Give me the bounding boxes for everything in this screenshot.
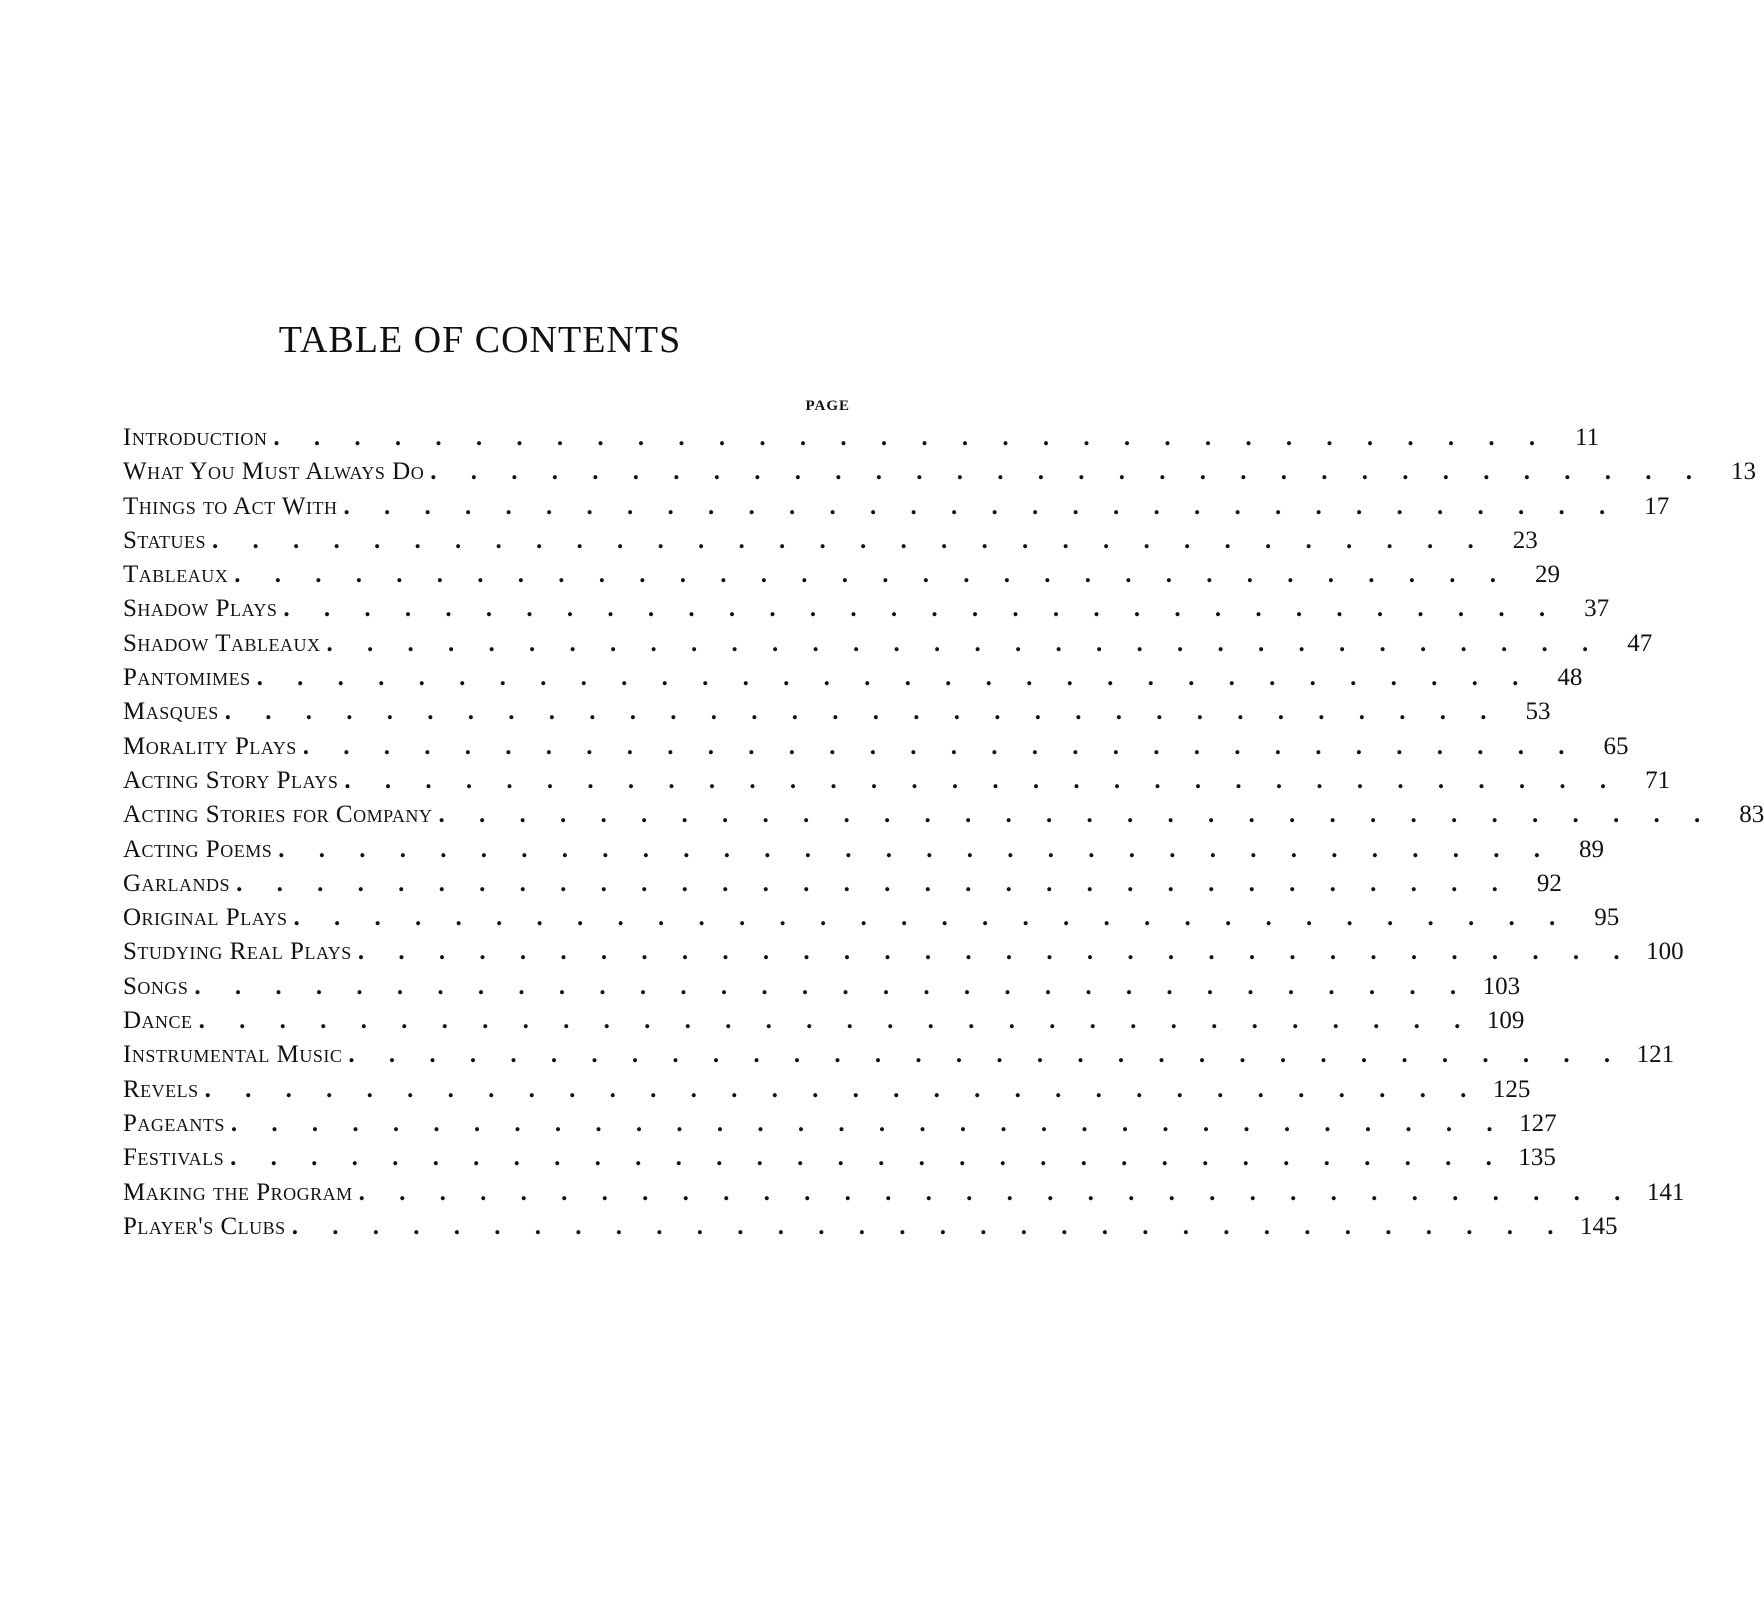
toc-entry-title: Shadow Tableaux bbox=[123, 629, 321, 657]
toc-entry-title: Player's Clubs bbox=[123, 1212, 286, 1240]
toc-entry-page-number: 141 bbox=[1646, 1178, 1685, 1206]
toc-entry bbox=[123, 1041, 1675, 1075]
page-column-label: PAGE bbox=[805, 398, 850, 414]
toc-entry bbox=[123, 595, 1610, 629]
toc-entry-page-number: 145 bbox=[1579, 1212, 1618, 1240]
dot-leader: . . . . . . . . . . . . . . . . . . . . . . . . . . . . . . . . bbox=[273, 424, 1550, 451]
dot-leader: . . . . . . . . . . . . . . . . . . . . . . . . . . . . . . . . bbox=[293, 904, 1570, 932]
dot-leader: . . . . . . . . . . . . . . . . . . . . . . . . . . . . . . . . bbox=[224, 698, 1501, 726]
dot-leader: . . . . . . . . . . . . . . . . . . . . . . . . . . . . . . . . bbox=[204, 1075, 1481, 1103]
toc-entry-page-number: 83 bbox=[1739, 801, 1764, 829]
toc-entry bbox=[123, 1178, 1685, 1213]
toc-entry bbox=[123, 1109, 1557, 1144]
toc-entry-page-number: 100 bbox=[1646, 938, 1684, 966]
toc-entry bbox=[123, 835, 1604, 870]
page-title: TABLE OF CONTENTS bbox=[278, 319, 682, 361]
toc-entry bbox=[123, 561, 1561, 595]
toc-entry bbox=[123, 869, 1562, 904]
dot-leader: . . . . . . . . . . . . . . . . . . . . . . . . . . . . . . . . bbox=[194, 972, 1471, 1000]
toc-entry-page-number: 103 bbox=[1482, 972, 1521, 1000]
toc-entry-page-number: 65 bbox=[1603, 732, 1629, 760]
dot-leader: . . . . . . . . . . . . . . . . . . . . . . . . . . . . . . . . bbox=[234, 561, 1511, 589]
toc-entry bbox=[123, 1007, 1525, 1041]
dot-leader: . . . . . . . . . . . . . . . . . . . . . . . . . . . . . . . . bbox=[348, 1041, 1625, 1069]
toc-entry-page-number: 53 bbox=[1525, 698, 1551, 726]
toc-entry-title: Morality Plays bbox=[123, 732, 297, 760]
toc-entry-title: Studying Real Plays bbox=[123, 938, 352, 966]
toc-entry-page-number: 89 bbox=[1578, 835, 1604, 863]
toc-entry-page-number: 47 bbox=[1627, 629, 1653, 657]
toc-entry-title: Acting Poems bbox=[123, 835, 273, 863]
toc-entry-title: Instrumental Music bbox=[123, 1041, 343, 1069]
toc-entry-title: Dance bbox=[123, 1007, 193, 1035]
toc-entry bbox=[123, 1144, 1556, 1178]
toc-entry bbox=[123, 904, 1620, 938]
toc-entry-title: Making the Program bbox=[123, 1178, 353, 1206]
dot-leader: . . . . . . . . . . . . . . . . . . . . . . . . . . . . . . . . bbox=[357, 938, 1634, 966]
toc-entry bbox=[123, 458, 1756, 492]
toc-entry-page-number: 127 bbox=[1519, 1109, 1557, 1137]
toc-list bbox=[123, 424, 1764, 1247]
toc-entry bbox=[123, 424, 1600, 458]
toc-entry bbox=[123, 664, 1583, 698]
toc-entry bbox=[123, 526, 1538, 561]
toc-entry bbox=[123, 732, 1629, 767]
toc-entry-title: Shadow Plays bbox=[123, 595, 278, 623]
toc-entry bbox=[123, 972, 1521, 1007]
dot-leader: . . . . . . . . . . . . . . . . . . . . . . . . . . . . . . . . bbox=[326, 629, 1603, 657]
toc-entry bbox=[123, 766, 1671, 801]
toc-entry-page-number: 71 bbox=[1645, 766, 1671, 794]
toc-entry-title: Songs bbox=[123, 972, 189, 1000]
dot-leader: . . . . . . . . . . . . . . . . . . . . . . . . . . . . . . . . bbox=[278, 835, 1554, 863]
toc-entry-page-number: 48 bbox=[1557, 664, 1583, 692]
toc-entry-title: Pageants bbox=[123, 1109, 225, 1137]
toc-entry-title: Tableaux bbox=[123, 561, 229, 589]
toc-entry-page-number: 125 bbox=[1492, 1075, 1531, 1103]
dot-leader: . . . . . . . . . . . . . . . . . . . . . . . . . . . . . . . . bbox=[211, 526, 1488, 554]
toc-entry bbox=[123, 938, 1684, 972]
toc-entry-title: Statues bbox=[123, 526, 206, 554]
dot-leader: . . . . . . . . . . . . . . . . . . . . . . . . . . . . . . . . bbox=[256, 664, 1533, 692]
dot-leader: . . . . . . . . . . . . . . . . . . . . . . . . . . . . . . . . bbox=[358, 1178, 1635, 1206]
dot-leader: . . . . . . . . . . . . . . . . . . . . . . . . . . . . . . . . bbox=[343, 492, 1620, 520]
toc-entry-page-number: 17 bbox=[1644, 492, 1670, 520]
toc-entry bbox=[123, 492, 1670, 527]
toc-entry-title: Revels bbox=[123, 1075, 199, 1103]
dot-leader: . . . . . . . . . . . . . . . . . . . . . . . . . . . . . . . . bbox=[344, 766, 1621, 794]
dot-leader: . . . . . . . . . . . . . . . . . . . . . . . . . . . . . . . . bbox=[230, 1109, 1507, 1137]
toc-entry-title: Acting Story Plays bbox=[123, 766, 339, 794]
toc-entry-title: Masques bbox=[123, 698, 219, 726]
toc-entry-page-number: 29 bbox=[1535, 561, 1561, 589]
toc-entry-title: Garlands bbox=[123, 869, 231, 897]
toc-entry-title: Original Plays bbox=[123, 904, 288, 932]
toc-entry bbox=[123, 698, 1551, 732]
toc-entry bbox=[123, 1212, 1618, 1247]
toc-entry-title: Acting Stories for Company bbox=[123, 801, 433, 829]
toc-entry-page-number: 23 bbox=[1512, 526, 1538, 554]
dot-leader: . . . . . . . . . . . . . . . . . . . . . . . . . . . . . . . . bbox=[283, 595, 1560, 623]
toc-entry bbox=[123, 1075, 1531, 1110]
toc-entry-page-number: 92 bbox=[1536, 869, 1562, 897]
toc-entry-page-number: 11 bbox=[1575, 424, 1600, 451]
dot-leader: . . . . . . . . . . . . . . . . . . . . . . . . . . . . . . . . bbox=[198, 1007, 1475, 1035]
toc-entry-page-number: 13 bbox=[1730, 458, 1756, 486]
toc-entry-page-number: 37 bbox=[1584, 595, 1610, 623]
toc-entry-page-number: 121 bbox=[1636, 1041, 1675, 1069]
toc-entry-page-number: 95 bbox=[1594, 904, 1620, 932]
toc-entry-title: Introduction bbox=[123, 424, 268, 451]
dot-leader: . . . . . . . . . . . . . . . . . . . . . . . . . . . . . . . . bbox=[230, 1144, 1506, 1172]
dot-leader: . . . . . . . . . . . . . . . . . . . . . . . . . . . . . . . . bbox=[430, 458, 1706, 486]
toc-entry-page-number: 109 bbox=[1486, 1007, 1525, 1035]
dot-leader: . . . . . . . . . . . . . . . . . . . . . . . . . . . . . . . . bbox=[236, 869, 1512, 897]
toc-entry-title: Things to Act With bbox=[123, 492, 338, 520]
dot-leader: . . . . . . . . . . . . . . . . . . . . . . . . . . . . . . . . bbox=[291, 1212, 1568, 1240]
toc-entry-title: Pantomimes bbox=[123, 664, 251, 692]
toc-entry bbox=[123, 801, 1764, 835]
toc-entry-title: Festivals bbox=[123, 1144, 225, 1172]
toc-entry-page-number: 135 bbox=[1518, 1144, 1556, 1172]
dot-leader: . . . . . . . . . . . . . . . . . . . . . . . . . . . . . . . . bbox=[438, 801, 1715, 829]
toc-entry bbox=[123, 629, 1653, 664]
dot-leader: . . . . . . . . . . . . . . . . . . . . . . . . . . . . . . . . bbox=[302, 732, 1579, 760]
toc-entry-title: What You Must Always Do bbox=[123, 458, 425, 486]
